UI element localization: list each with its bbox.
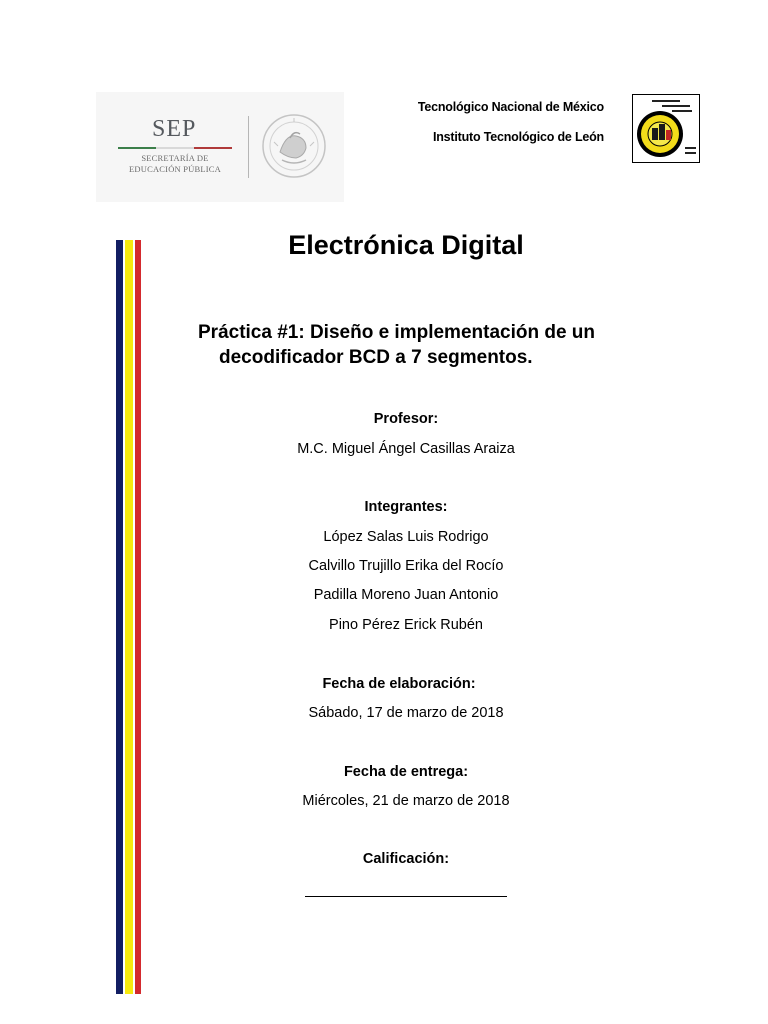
member-name: Calvillo Trujillo Erika del Rocío	[308, 558, 504, 574]
blue-stripe	[116, 240, 123, 994]
elaboration-date-label: Fecha de elaboración:	[322, 676, 476, 692]
member-name: Padilla Moreno Juan Antonio	[313, 587, 499, 603]
member-name: Pino Pérez Erick Rubén	[329, 617, 483, 633]
course-title: Electrónica Digital	[288, 230, 524, 260]
grade-signature-line	[305, 896, 507, 897]
campus-name: Instituto Tecnológico de León	[432, 130, 604, 144]
members-label: Integrantes:	[364, 499, 448, 515]
sep-logo-tricolor-line	[118, 147, 232, 149]
sep-logo-divider	[248, 116, 249, 178]
institution-name: Tecnológico Nacional de México	[417, 100, 604, 114]
sep-logo-text: SEP	[152, 116, 197, 142]
delivery-date-label: Fecha de entrega:	[343, 764, 469, 780]
red-stripe	[135, 240, 141, 994]
elaboration-date: Sábado, 17 de marzo de 2018	[308, 705, 504, 721]
mexico-eagle-seal-icon	[260, 112, 328, 180]
sep-logo-subtitle	[116, 153, 234, 175]
professor-label: Profesor:	[373, 411, 439, 427]
practice-title-line1: Práctica #1: Diseño e implementación de un	[198, 322, 596, 343]
practice-title-line2: decodificador BCD a 7 segmentos.	[219, 347, 533, 368]
member-name: López Salas Luis Rodrigo	[323, 529, 489, 545]
sep-logo	[96, 92, 344, 202]
sep-logo-subtitle-line1: SECRETARÍA DE	[141, 153, 209, 163]
delivery-date: Miércoles, 21 de marzo de 2018	[302, 793, 510, 809]
yellow-stripe	[125, 240, 133, 994]
grade-label: Calificación:	[362, 851, 450, 867]
practice-title	[150, 320, 680, 370]
professor-name: M.C. Miguel Ángel Casillas Araiza	[297, 441, 515, 457]
itl-crest-icon	[632, 94, 700, 163]
sep-logo-subtitle-line2: EDUCACIÓN PÚBLICA	[129, 164, 221, 174]
